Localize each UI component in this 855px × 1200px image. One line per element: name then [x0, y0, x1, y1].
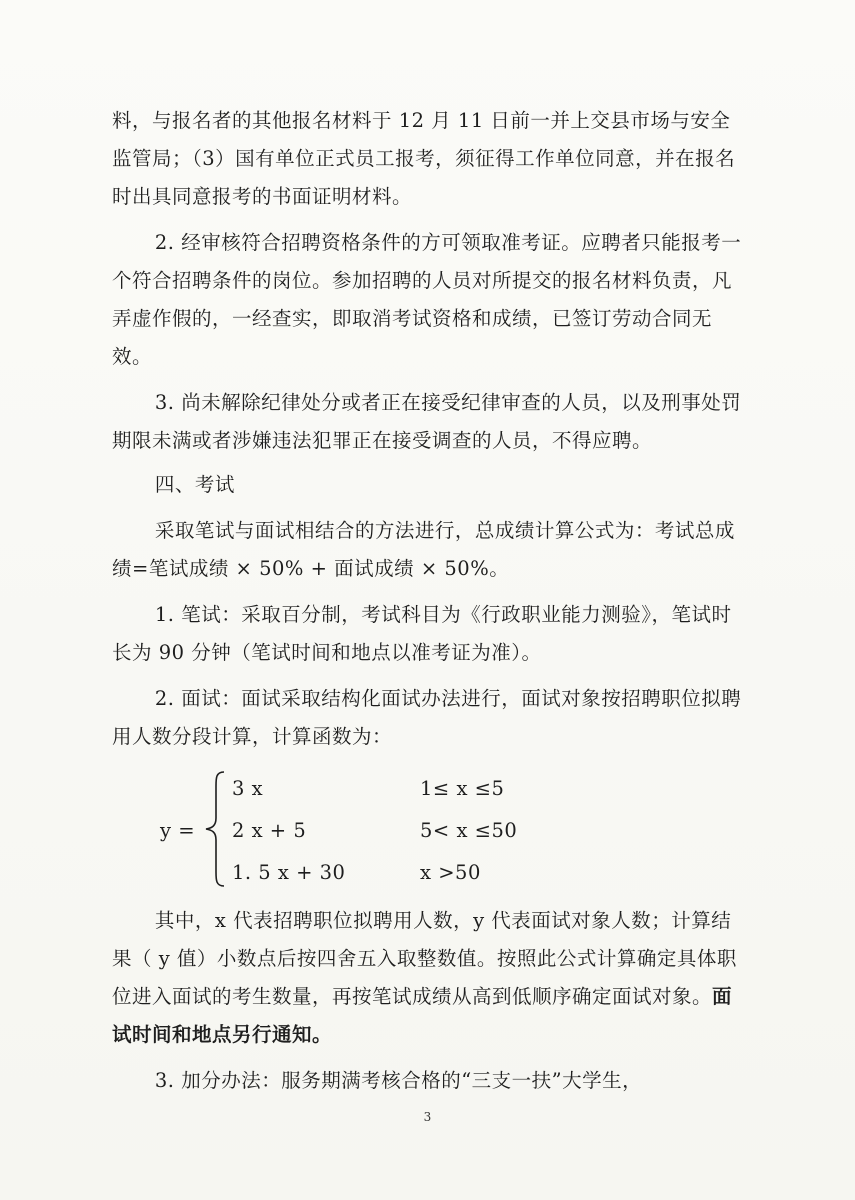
formula-row-3 [232, 854, 652, 890]
paragraph-7-text: 其中，x 代表招聘职位拟聘用人数，y 代表面试对象人数；计算结果（ y 值）小数点后按四舍五入取整数值。按照此公式计算确定具体职位进入面试的考生数量，再按笔试成绩从高到低顺序确定面试对象。 [112, 909, 737, 1008]
paragraph-2: 2. 经审核符合招聘资格条件的方可领取准考证。应聘者只能报考一个符合招聘条件的岗位。参加招聘的人员对所提交的报名材料负责，凡弄虚作假的，一经查实，即取消考试资格和成绩，已签订劳动合同无效。 [112, 231, 742, 368]
paragraph-5: 1. 笔试：采取百分制，考试科目为《行政职业能力测验》，笔试时长为 90 分钟（笔试时间和地点以准考证为准）。 [112, 603, 732, 664]
formula-expr-1: 3 x [232, 777, 264, 800]
paragraph-7 [112, 902, 742, 1054]
paragraph-8: 3. 加分办法：服务期满考核合格的“三支一扶”大学生， [154, 1069, 643, 1092]
body-text [112, 102, 742, 1100]
formula-cond-3: x >50 [420, 861, 481, 884]
formula-row-2 [232, 812, 652, 848]
paragraph-6: 2. 面试：面试采取结构化面试办法进行，面试对象按招聘职位拟聘用人数分段计算，计算函数为： [112, 687, 742, 748]
formula-row-1 [232, 770, 652, 806]
formula-cond-1: 1≤ x ≤5 [420, 777, 505, 800]
paragraph-4: 采取笔试与面试相结合的方法进行，总成绩计算公式为：考试总成绩=笔试成绩 × 50% + 面试成绩 × 50%。 [112, 519, 735, 580]
paragraph-1: 料，与报名者的其他报名材料于 12 月 11 日前一并上交县市场与安全监管局；（3）国有单位正式员工报考，须征得工作单位同意，并在报名时出具同意报考的书面证明材料。 [112, 109, 736, 208]
curly-brace-icon [204, 770, 226, 888]
formula-lhs: y = [160, 819, 196, 842]
paragraph-3: 3. 尚未解除纪律处分或者正在接受纪律审查的人员，以及刑事处罚期限未满或者涉嫌违法犯罪正在接受调查的人员，不得应聘。 [112, 391, 742, 452]
formula-expr-3: 1. 5 x + 30 [232, 861, 346, 884]
page-number: 3 [423, 1110, 432, 1124]
formula-expr-2: 2 x + 5 [232, 819, 307, 842]
paragraph-7-bold: 面试时间和地点另行通知。 [112, 985, 733, 1046]
formula-cond-2: 5< x ≤50 [420, 819, 518, 842]
piecewise-formula [112, 764, 742, 896]
section-heading: 四、考试 [154, 473, 235, 496]
